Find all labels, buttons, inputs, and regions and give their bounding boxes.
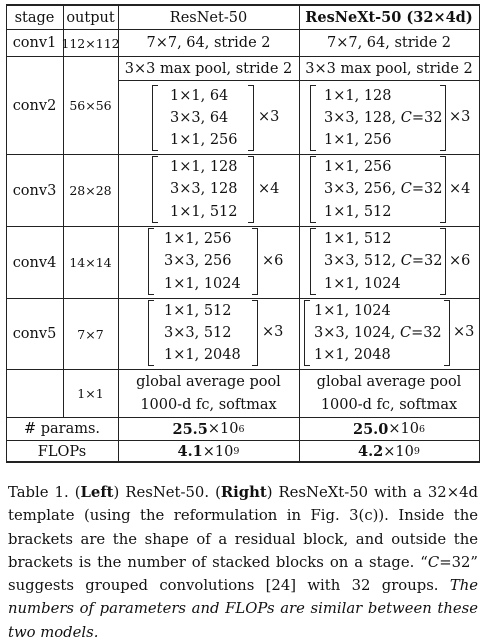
block-line: 1×1, 512: [170, 203, 238, 220]
resnext-conv3-block: [310, 156, 446, 223]
header-resnext: ResNeXt-50 (32×4d): [305, 9, 473, 26]
block-line: 1×1, 1024: [314, 302, 391, 319]
output-size: 112×112: [61, 35, 120, 51]
resnet-conv3-repeat: ×4: [258, 181, 280, 197]
params-row: [6, 418, 480, 440]
block-line: 3×3, 256: [164, 253, 232, 270]
architecture-table: [6, 4, 480, 462]
stage-name: conv3: [12, 182, 57, 199]
block-line: 1×1, 256: [164, 230, 232, 247]
resnet-params: 25.5 ×10 6: [172, 420, 245, 438]
right-bracket: [440, 228, 446, 295]
right-bracket: [440, 156, 446, 223]
stage-name: conv5: [12, 326, 57, 342]
left-bracket: [152, 85, 158, 151]
final-line: global average pool: [316, 373, 462, 390]
block-line: 1×1, 256: [324, 158, 392, 175]
right-bracket: [248, 156, 254, 223]
block-line: 1×1, 256: [324, 131, 392, 148]
resnet-conv2-block: [152, 85, 254, 151]
resnext-maxpool: 3×3 max pool, stride 2: [305, 60, 473, 77]
resnext-conv2-block: [310, 85, 446, 151]
left-bracket: [148, 228, 154, 295]
resnet-flops: 4.1 ×10 9: [177, 443, 240, 460]
resnet-conv5-block: [148, 300, 258, 366]
resnext-flops: 4.2 ×10 9: [358, 443, 420, 460]
header-resnet: ResNet-50: [169, 9, 248, 26]
block-line: 1×1, 512: [324, 203, 392, 220]
header-output: output: [66, 9, 115, 26]
right-bracket: [248, 85, 254, 151]
final-line: 1000-d fc, softmax: [140, 397, 277, 414]
resnext-final: [299, 370, 479, 417]
block-line: 1×1, 1024: [164, 275, 241, 292]
final-row: [6, 370, 480, 417]
flops-row: [6, 441, 480, 462]
resnext-params: 25.0 ×10 6: [353, 420, 425, 438]
resnet-final: [118, 370, 299, 417]
block-line: 3×3, 128: [170, 181, 238, 198]
header-stage: stage: [14, 9, 55, 26]
block-line: 3×3, 512: [164, 324, 232, 341]
block-line: 1×1, 2048: [164, 346, 241, 363]
output-size: 1×1: [77, 386, 104, 401]
right-bracket: [252, 228, 258, 295]
resnet-maxpool: 3×3 max pool, stride 2: [124, 60, 293, 77]
resnet-conv2-repeat: ×3: [258, 109, 280, 125]
right-bracket: [252, 300, 258, 366]
output-size: 56×56: [69, 98, 112, 113]
output-size: 28×28: [69, 183, 112, 198]
block-line: 3×3, 128, C=32: [324, 109, 443, 126]
resnet-conv5-repeat: ×3: [262, 324, 284, 340]
left-bracket: [304, 300, 310, 366]
right-bracket: [440, 85, 446, 151]
left-bracket: [310, 156, 316, 223]
table-caption: Table 1. (Left) ResNet-50. (Right) ResNeXt-50 with a 32×4d template (using the reformulation in Fig. 3(c)). Inside the brackets are the shape of a residual block, and outside the brackets is the number of stacked blocks on a stage. “C=32” suggests grouped convolutions [24] with 32 groups. The numbers of parameters and FLOPs are similar between these two models.: [8, 484, 478, 641]
resnext-conv4-block: [310, 228, 446, 295]
output-size: 14×14: [69, 255, 112, 270]
final-line: global average pool: [136, 373, 281, 390]
left-bracket: [148, 300, 154, 366]
resnet-conv1: 7×7, 64, stride 2: [146, 35, 271, 51]
output-size: 7×7: [77, 326, 104, 342]
right-bracket: [444, 300, 450, 366]
stage-name: conv4: [12, 254, 57, 271]
block-line: 3×3, 1024, C=32: [314, 324, 442, 341]
resnet-conv3-block: [152, 156, 254, 223]
header-row: [6, 6, 480, 29]
block-line: 3×3, 64: [170, 109, 229, 126]
flops-label: FLOPs: [37, 443, 87, 460]
block-line: 3×3, 512, C=32: [324, 253, 443, 270]
resnet-conv4-block: [148, 228, 258, 295]
block-line: 1×1, 512: [324, 230, 392, 247]
resnet-conv4-repeat: ×6: [262, 253, 284, 269]
block-line: 1×1, 64: [170, 87, 229, 104]
resnext-conv5-block: [304, 300, 450, 366]
resnext-conv4-repeat: ×6: [449, 253, 471, 269]
stage-name: conv2: [12, 97, 57, 114]
block-line: 1×1, 256: [170, 131, 238, 148]
resnext-conv2-repeat: ×3: [449, 109, 471, 125]
stage-name: conv1: [12, 35, 57, 51]
resnext-conv1: 7×7, 64, stride 2: [326, 35, 452, 51]
conv1-row: [6, 30, 480, 56]
final-line: 1000-d fc, softmax: [320, 397, 458, 414]
left-bracket: [310, 85, 316, 151]
block-line: 3×3, 256, C=32: [324, 181, 443, 198]
resnext-conv3-repeat: ×4: [449, 181, 471, 197]
block-line: 1×1, 1024: [324, 275, 401, 292]
left-bracket: [152, 156, 158, 223]
block-line: 1×1, 2048: [314, 346, 391, 363]
block-line: 1×1, 128: [170, 158, 238, 175]
block-line: 1×1, 512: [164, 302, 232, 319]
block-line: 1×1, 128: [324, 87, 392, 104]
left-bracket: [310, 228, 316, 295]
resnext-conv5-repeat: ×3: [453, 324, 475, 340]
params-label: # params.: [23, 421, 101, 437]
